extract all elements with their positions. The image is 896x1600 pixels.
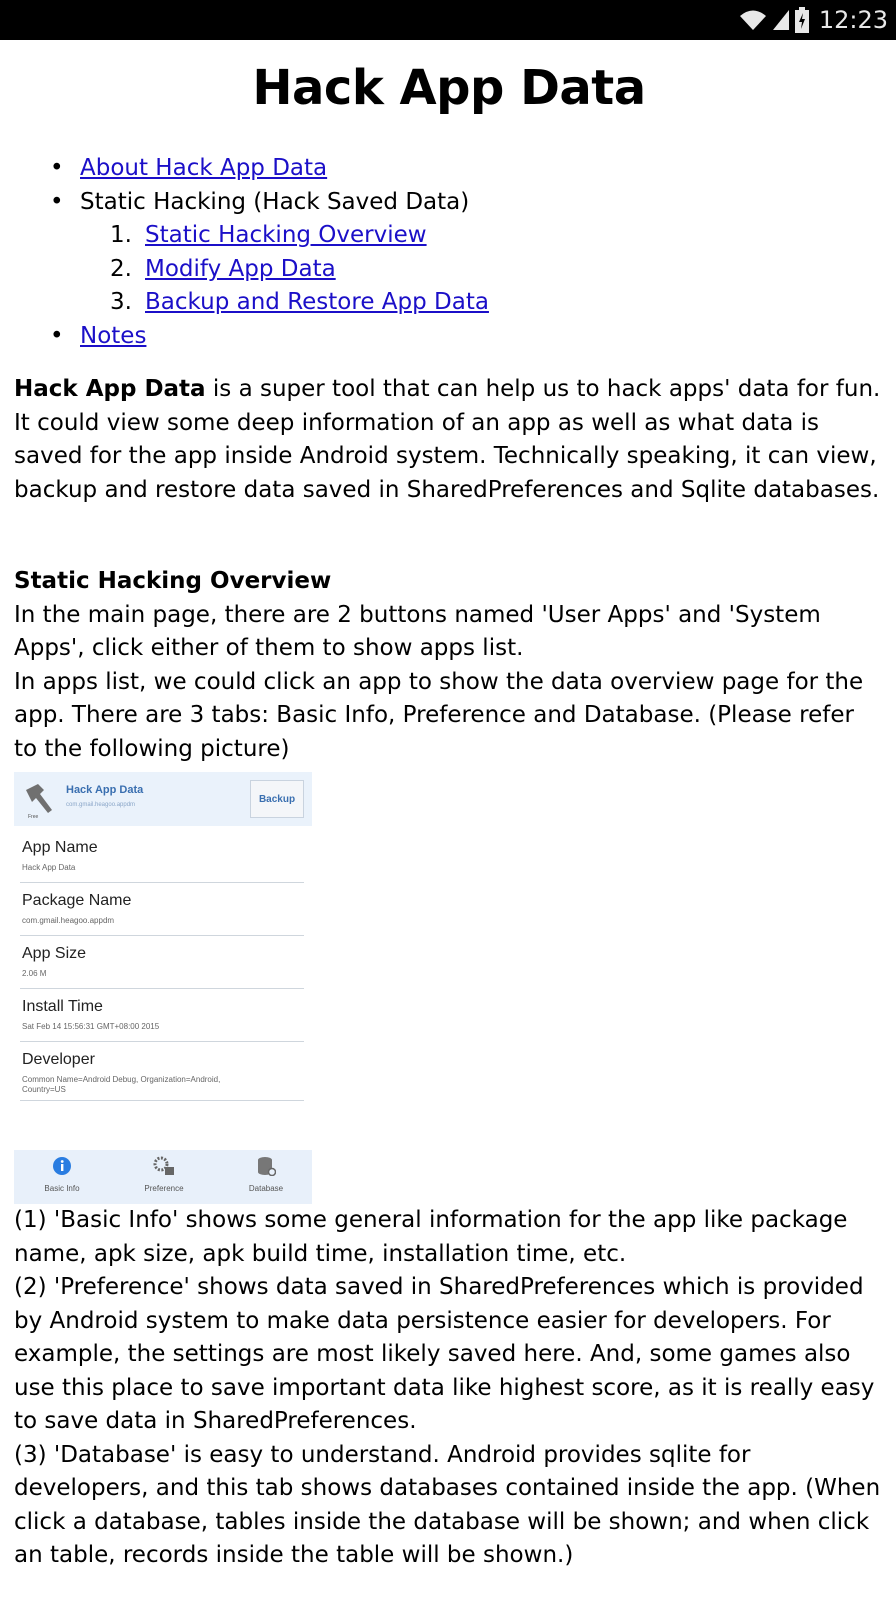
screenshot-header <box>14 772 312 826</box>
intro-bold: Hack App Data <box>14 376 206 402</box>
toc-subitem <box>14 286 884 320</box>
table-of-contents <box>14 152 884 353</box>
info-value: Common Name=Android Debug, Organization=Android, Country=US <box>22 1075 221 1094</box>
backup-button[interactable]: Backup <box>250 780 304 818</box>
screenshot-tab-bar <box>14 1150 312 1204</box>
clock: 12:23 <box>818 6 888 34</box>
hammer-icon <box>22 780 58 816</box>
wifi-icon <box>739 9 767 31</box>
toc-link-about[interactable]: About Hack App Data <box>80 155 328 181</box>
signal-icon <box>773 9 789 31</box>
info-label: Package Name <box>22 892 132 909</box>
intro-text: is a super tool that can help us to hack apps' data for fun. It could view some deep information of an app as well as what data is saved for the app inside Android system. Technically speaking, it can view, backup and restore data saved in SharedPreferences and Sqlite databases. <box>14 376 881 503</box>
tab-database[interactable] <box>226 1156 306 1193</box>
info-value: 2.06 M <box>22 969 47 978</box>
status-icons <box>739 7 809 33</box>
info-value: Sat Feb 14 15:56:31 GMT+08:00 2015 <box>22 1022 160 1031</box>
info-label: Developer <box>22 1051 95 1068</box>
info-row <box>20 989 304 1042</box>
toc-number: 3. <box>110 289 132 315</box>
tabs-explanation <box>14 1204 884 1573</box>
page-title: Hack App Data <box>252 60 646 116</box>
info-value: Hack App Data <box>22 863 76 872</box>
info-value: com.gmail.heagoo.appdm <box>22 916 115 925</box>
info-row <box>20 883 304 936</box>
overview-paragraph: In apps list, we could click an app to show the data overview page for the app. There are 3 tabs: Basic Info, Preference and Database. (Please refer to the following picture) <box>14 668 864 762</box>
info-label: Install Time <box>22 998 103 1015</box>
toc-item <box>14 152 884 186</box>
screenshot-app-name: Hack App Data <box>66 784 144 796</box>
database-icon <box>256 1156 276 1176</box>
tab-label: Basic Info <box>44 1184 80 1193</box>
tab-basic-info[interactable] <box>22 1156 102 1193</box>
toc-link-backup-restore[interactable]: Backup and Restore App Data <box>145 289 489 315</box>
info-icon <box>52 1156 72 1176</box>
overview-heading: Static Hacking Overview <box>14 568 332 594</box>
toc-link-modify-data[interactable]: Modify App Data <box>145 255 336 282</box>
explanation-paragraph: (1) 'Basic Info' shows some general information for the app like package name, apk size, apk build time, installation time, etc. <box>14 1207 848 1267</box>
tab-label: Preference <box>144 1184 184 1193</box>
app-screenshot <box>14 772 312 1204</box>
toc-item <box>14 186 884 220</box>
tab-preference[interactable] <box>124 1156 204 1193</box>
overview-section <box>14 565 884 766</box>
toc-number: 2. <box>110 255 132 282</box>
toc-subitem <box>14 253 884 287</box>
toc-link-static-overview[interactable]: Static Hacking Overview <box>145 222 427 248</box>
info-row <box>20 830 304 883</box>
toc-item <box>14 320 884 354</box>
toc-subitem <box>14 219 884 253</box>
tab-label: Database <box>248 1184 284 1193</box>
free-caption: Free <box>28 814 39 820</box>
status-bar <box>0 0 896 40</box>
screenshot-package: com.gmail.heagoo.appdm <box>66 802 136 808</box>
overview-paragraph: In the main page, there are 2 buttons named 'User Apps' and 'System Apps', click either of them to show apps list. <box>14 601 821 661</box>
info-row <box>20 1042 304 1101</box>
toc-static-hacking: Static Hacking (Hack Saved Data) <box>80 188 470 215</box>
explanation-paragraph: (2) 'Preference' shows data saved in SharedPreferences which is provided by Android system to make data persistence easier for developers. For example, the settings are most likely saved here. And, some games also use this place to save important data like highest score, as it is really easy to save data in SharedPreferences. <box>14 1274 875 1434</box>
explanation-paragraph: (3) 'Database' is easy to understand. Android provides sqlite for developers, and this tab shows databases contained inside the app. (When click a database, tables inside the database will be shown; and when click an table, records inside the table will be shown.) <box>14 1441 881 1568</box>
battery-icon <box>795 7 809 33</box>
info-label: App Size <box>22 945 87 962</box>
info-row <box>20 936 304 989</box>
toc-link-notes[interactable]: Notes <box>80 322 147 349</box>
toc-number: 1. <box>110 222 132 248</box>
gears-icon <box>153 1156 175 1176</box>
intro-paragraph <box>14 373 884 507</box>
info-label: App Name <box>22 839 98 856</box>
